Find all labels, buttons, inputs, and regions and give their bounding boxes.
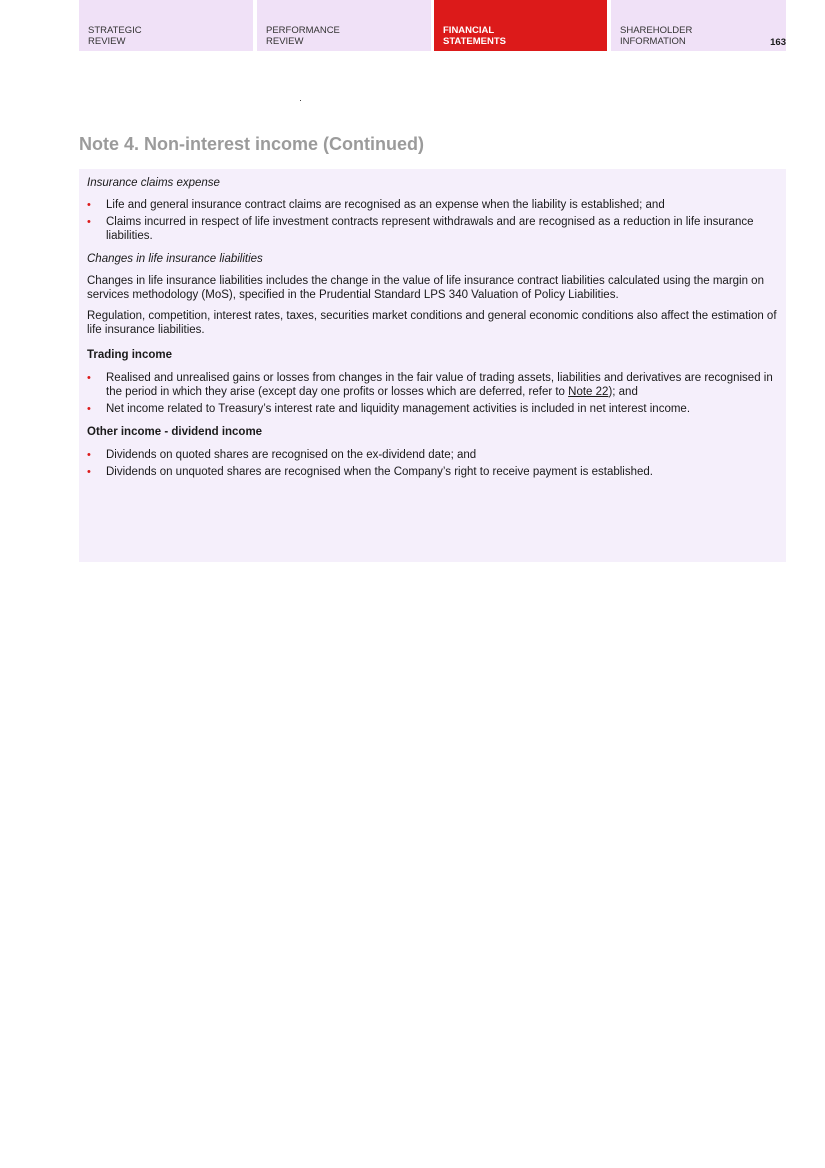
section-heading-dividend-income: Other income - dividend income: [87, 426, 263, 438]
list-item: • Life and general insurance contract claims are recognised as an expense when the liability is established; and: [87, 198, 778, 212]
list-item: • Dividends on quoted shares are recognised on the ex-dividend date; and: [87, 448, 778, 462]
tab-financial-statements[interactable]: FINANCIAL STATEMENTS: [434, 0, 607, 51]
list-item: [87, 371, 778, 399]
paragraph: Changes in life insurance liabilities includes the change in the value of life insurance contract liabilities calculated using the margin on services methodology (MoS), specified in the Prudential Standard LPS 340 Valuation of Policy Liabilities.: [87, 275, 764, 301]
list-item-text: ); and: [608, 386, 638, 398]
note-22-link[interactable]: Note 22: [568, 386, 609, 398]
tab-shareholder-information[interactable]: SHAREHOLDER INFORMATION: [611, 0, 786, 51]
list-item: • Claims incurred in respect of life investment contracts represent withdrawals and are recognised as a reduction in life insurance liabilities.: [87, 215, 778, 243]
insurance-claims-list: [87, 198, 778, 243]
tab-strategic-review[interactable]: STRATEGIC REVIEW: [79, 0, 253, 51]
list-item: • Net income related to Treasury’s interest rate and liquidity management activities is included in net interest income.: [87, 402, 778, 416]
section-heading-trading-income: Trading income: [87, 349, 172, 361]
note-panel: [79, 169, 786, 562]
page-title: Note 4. Non-interest income (Continued): [79, 134, 425, 154]
dividend-income-list: [87, 448, 778, 479]
section-heading-insurance-claims: Insurance claims expense: [87, 177, 220, 189]
list-item-text: Realised and unrealised gains or losses from changes in the fair value of trading assets, liabilities and derivatives are recognised in the period in which they arise (except day one profits or losses which are deferred, refer to: [106, 372, 773, 398]
stray-dot: [300, 100, 301, 101]
section-heading-changes-life: Changes in life insurance liabilities: [87, 253, 263, 265]
list-item: • Dividends on unquoted shares are recognised when the Company’s right to receive payment is established.: [87, 465, 778, 479]
tab-performance-review[interactable]: PERFORMANCE REVIEW: [257, 0, 431, 51]
paragraph: Regulation, competition, interest rates, taxes, securities market conditions and general economic conditions also affect the estimation of life insurance liabilities.: [87, 310, 777, 336]
trading-income-list: [87, 371, 778, 416]
page-number: 163: [770, 37, 786, 48]
section-nav: [79, 0, 786, 51]
